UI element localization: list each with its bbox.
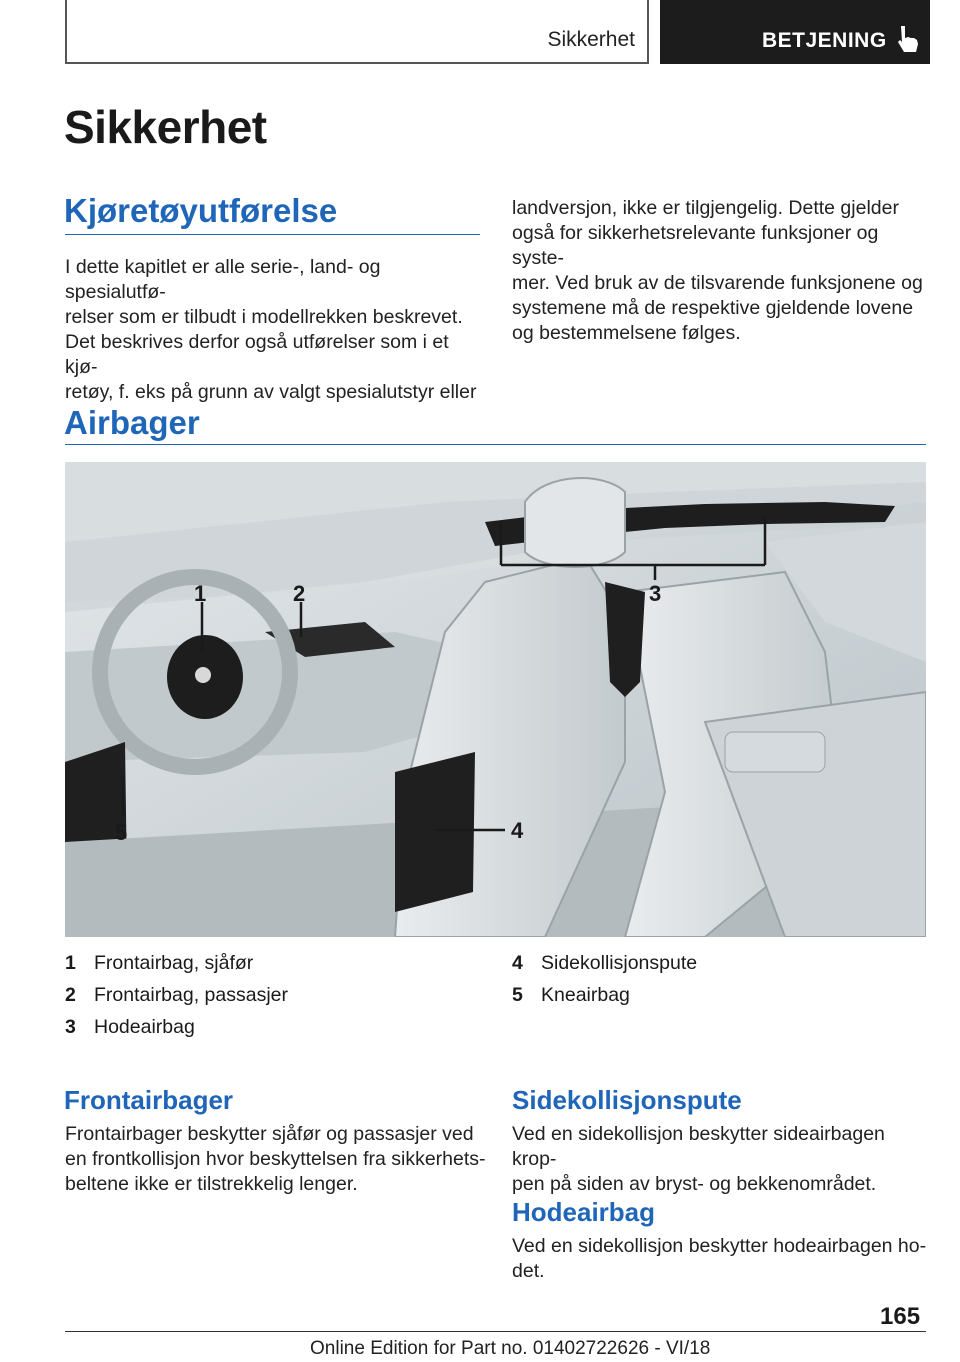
callout-2: 2: [293, 581, 306, 606]
text-line: Ved en sidekollisjon beskytter sideairbagen krop-: [512, 1123, 885, 1170]
text-line: retøy, f. eks på grunn av valgt spesialutstyr eller: [65, 381, 477, 403]
text-line: og bestemmelsene følges.: [512, 322, 741, 344]
text-line: Det beskrives derfor også utførelser som i et kjø-: [65, 331, 449, 378]
legend-number: 3: [65, 1016, 76, 1038]
car-interior-airbag-illustration: [65, 462, 926, 937]
front-airbags-title: Frontairbager: [64, 1085, 234, 1115]
legend-number: 1: [65, 952, 76, 974]
page-number: 165: [880, 1303, 921, 1330]
legend-number: 5: [512, 984, 523, 1006]
callout-5: 5: [115, 820, 128, 845]
text-line: relser som er tilbudt i modellrekken beskrevet.: [65, 306, 463, 328]
text-line: landversjon, ikke er tilgjengelig. Dette gjelder: [512, 197, 899, 219]
front-airbags-text: [65, 1122, 495, 1197]
legend-label: Kneairbag: [541, 984, 630, 1006]
text-line: også for sikkerhetsrelevante funksjoner og syste-: [512, 222, 879, 269]
legend-number: 2: [65, 984, 76, 1006]
legend-label: Frontairbag, passasjer: [94, 984, 289, 1006]
airbag-legend-right: [512, 947, 697, 1011]
vehicle-design-col1: [65, 255, 480, 405]
callout-1: 1: [194, 581, 207, 606]
header-section-tab: [65, 0, 649, 64]
vehicle-design-col2: [512, 196, 932, 346]
text-line: Ved en sidekollisjon beskytter hodeairbagen ho-: [512, 1235, 927, 1257]
text-line: en frontkollisjon hvor beskyttelsen fra sikkerhets-: [65, 1148, 486, 1170]
footer-rule: [65, 1331, 926, 1332]
callout-4: 4: [511, 818, 524, 843]
side-airbag-title: Sidekollisjonspute: [512, 1085, 742, 1115]
text-line: I dette kapitlet er alle serie-, land- og spesialutfø-: [65, 256, 381, 303]
text-line: beltene ikke er tilstrekkelig lenger.: [65, 1173, 358, 1195]
text-line: pen på siden av bryst- og bekkenområdet.: [512, 1173, 877, 1195]
legend-label: Hodeairbag: [94, 1016, 195, 1038]
airbag-legend-left: [65, 947, 288, 1043]
legend-item: [65, 1011, 288, 1043]
legend-number: 4: [512, 952, 523, 974]
head-airbag-text: [512, 1234, 932, 1284]
legend-item: [512, 947, 697, 979]
legend-label: Frontairbag, sjåfør: [94, 952, 254, 974]
callout-3: 3: [649, 581, 662, 606]
page-title: Sikkerhet: [64, 101, 267, 153]
text-line: mer. Ved bruk av de tilsvarende funksjonene og: [512, 272, 923, 294]
text-line: det.: [512, 1260, 545, 1282]
legend-item: [65, 947, 288, 979]
head-airbag-title: Hodeairbag: [512, 1197, 656, 1227]
airbags-rule: [65, 444, 926, 445]
pointing-hand-icon: [892, 22, 926, 56]
header-chapter-label: BETJENING: [762, 29, 887, 52]
footer-edition: Online Edition for Part no. 01402722626 - VI/18: [310, 1338, 711, 1359]
side-airbag-text: [512, 1122, 932, 1197]
header-section-label: Sikkerhet: [547, 28, 635, 51]
legend-item: [65, 979, 288, 1011]
text-line: Frontairbager beskytter sjåfør og passasjer ved: [65, 1123, 474, 1145]
airbags-title: Airbager: [64, 404, 200, 441]
vehicle-design-rule: [65, 234, 480, 235]
vehicle-design-title: Kjøretøyutførelse: [64, 192, 338, 229]
text-line: systemene må de respektive gjeldende lovene: [512, 297, 914, 319]
header-chapter-tab: [660, 0, 930, 64]
legend-label: Sidekollisjonspute: [541, 952, 698, 974]
legend-item: [512, 979, 697, 1011]
